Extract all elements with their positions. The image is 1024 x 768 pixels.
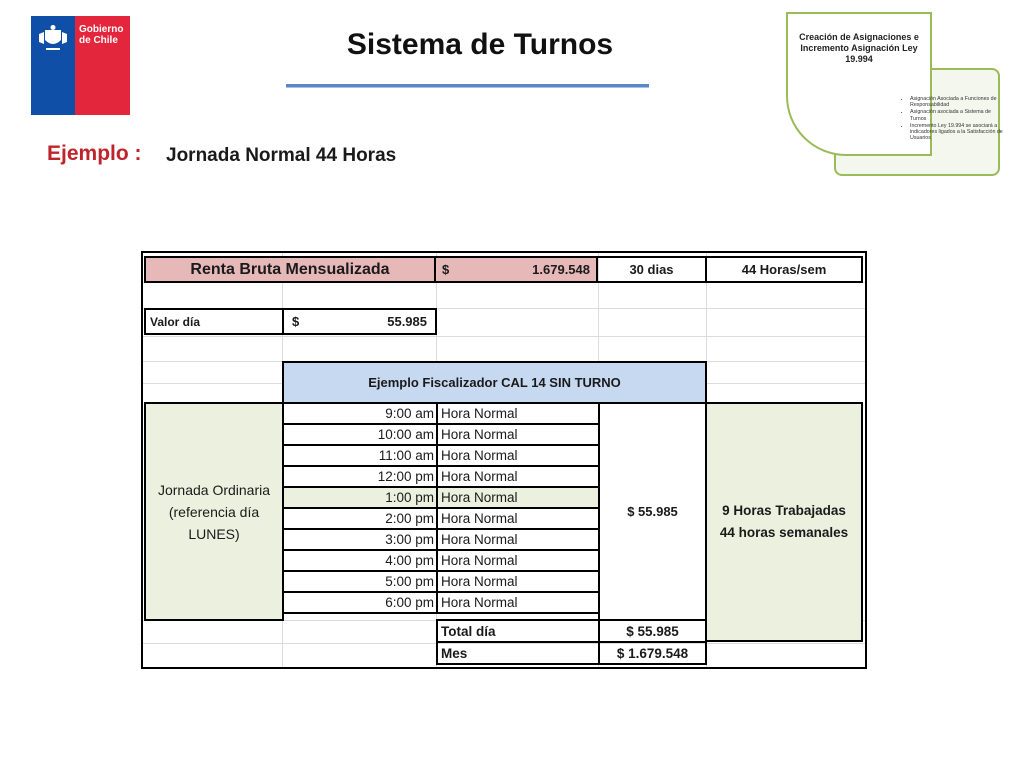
schedule-time: 2:00 pm	[282, 507, 438, 530]
schedule-time: 1:00 pm	[282, 486, 438, 509]
schedule-time: 9:00 am	[282, 402, 438, 425]
example-label: Ejemplo :	[47, 142, 142, 165]
valor-dia-amount: 55.985	[387, 314, 427, 329]
schedule-type: Hora Normal	[436, 528, 600, 551]
schedule-type: Hora Normal	[436, 486, 600, 509]
logo-text: Gobierno de Chile	[79, 24, 124, 46]
day-amount-cell: $ 55.985	[598, 402, 707, 621]
hours-weekly: 44 horas semanales	[719, 525, 849, 540]
total-dia-value: $ 55.985	[598, 619, 707, 643]
jornada-ordinaria-cell: Jornada Ordinaria (referencia día LUNES)	[144, 402, 284, 621]
callout-title: Creación de Asignaciones e Incremento Asignación Ley 19.994	[799, 32, 919, 64]
schedule-time: 6:00 pm	[282, 591, 438, 614]
page-title: Sistema de Turnos	[346, 28, 614, 61]
schedule-type: Hora Normal	[436, 591, 600, 614]
total-dia-label: Total día	[436, 619, 600, 643]
mes-value: $ 1.679.548	[598, 641, 707, 665]
callout-bullet: • Asignación Asociada a Funciones de Responsabilidad	[910, 96, 1004, 108]
renta-bruta-amount: 1.679.548	[532, 262, 590, 277]
example-heading: Jornada Normal 44 Horas	[166, 145, 397, 166]
hours-week-cell: 44 Horas/sem	[705, 256, 863, 283]
days-cell: 30 dias	[596, 256, 707, 283]
fiscalizador-header: Ejemplo Fiscalizador CAL 14 SIN TURNO	[282, 361, 707, 404]
schedule-type: Hora Normal	[436, 465, 600, 488]
renta-bruta-value	[434, 256, 598, 283]
valor-dia-value	[282, 308, 437, 335]
salary-sheet	[141, 251, 867, 669]
currency-symbol: $	[442, 262, 450, 277]
coat-of-arms-icon	[36, 24, 70, 52]
schedule-type: Hora Normal	[436, 570, 600, 593]
schedule-time: 4:00 pm	[282, 549, 438, 572]
schedule-time: 10:00 am	[282, 423, 438, 446]
schedule-time: 11:00 am	[282, 444, 438, 467]
mes-label: Mes	[436, 641, 600, 665]
schedule-type: Hora Normal	[436, 549, 600, 572]
callout-bullet: • Asignación asociada a Sistema de Turnos	[910, 109, 1004, 121]
valor-dia-label: Valor día	[144, 308, 284, 335]
schedule-type: Hora Normal	[436, 402, 600, 425]
callout-bullet-list	[900, 96, 1004, 142]
currency-symbol: $	[292, 314, 300, 329]
schedule-time: 12:00 pm	[282, 465, 438, 488]
gobierno-de-chile-logo	[31, 16, 130, 115]
hours-worked: 9 Horas Trabajadas	[722, 503, 846, 518]
callout-bullet: • Incremento Ley 19.994 se asociará a indicadores ligados a la Satisfacción de Usuarios	[910, 123, 1004, 142]
title-underline	[286, 84, 649, 88]
renta-bruta-label: Renta Bruta Mensualizada	[144, 256, 436, 283]
schedule-type: Hora Normal	[436, 507, 600, 530]
schedule-type: Hora Normal	[436, 444, 600, 467]
schedule-type: Hora Normal	[436, 423, 600, 446]
hours-worked-cell	[705, 402, 863, 642]
schedule-time: 3:00 pm	[282, 528, 438, 551]
schedule-time: 5:00 pm	[282, 570, 438, 593]
